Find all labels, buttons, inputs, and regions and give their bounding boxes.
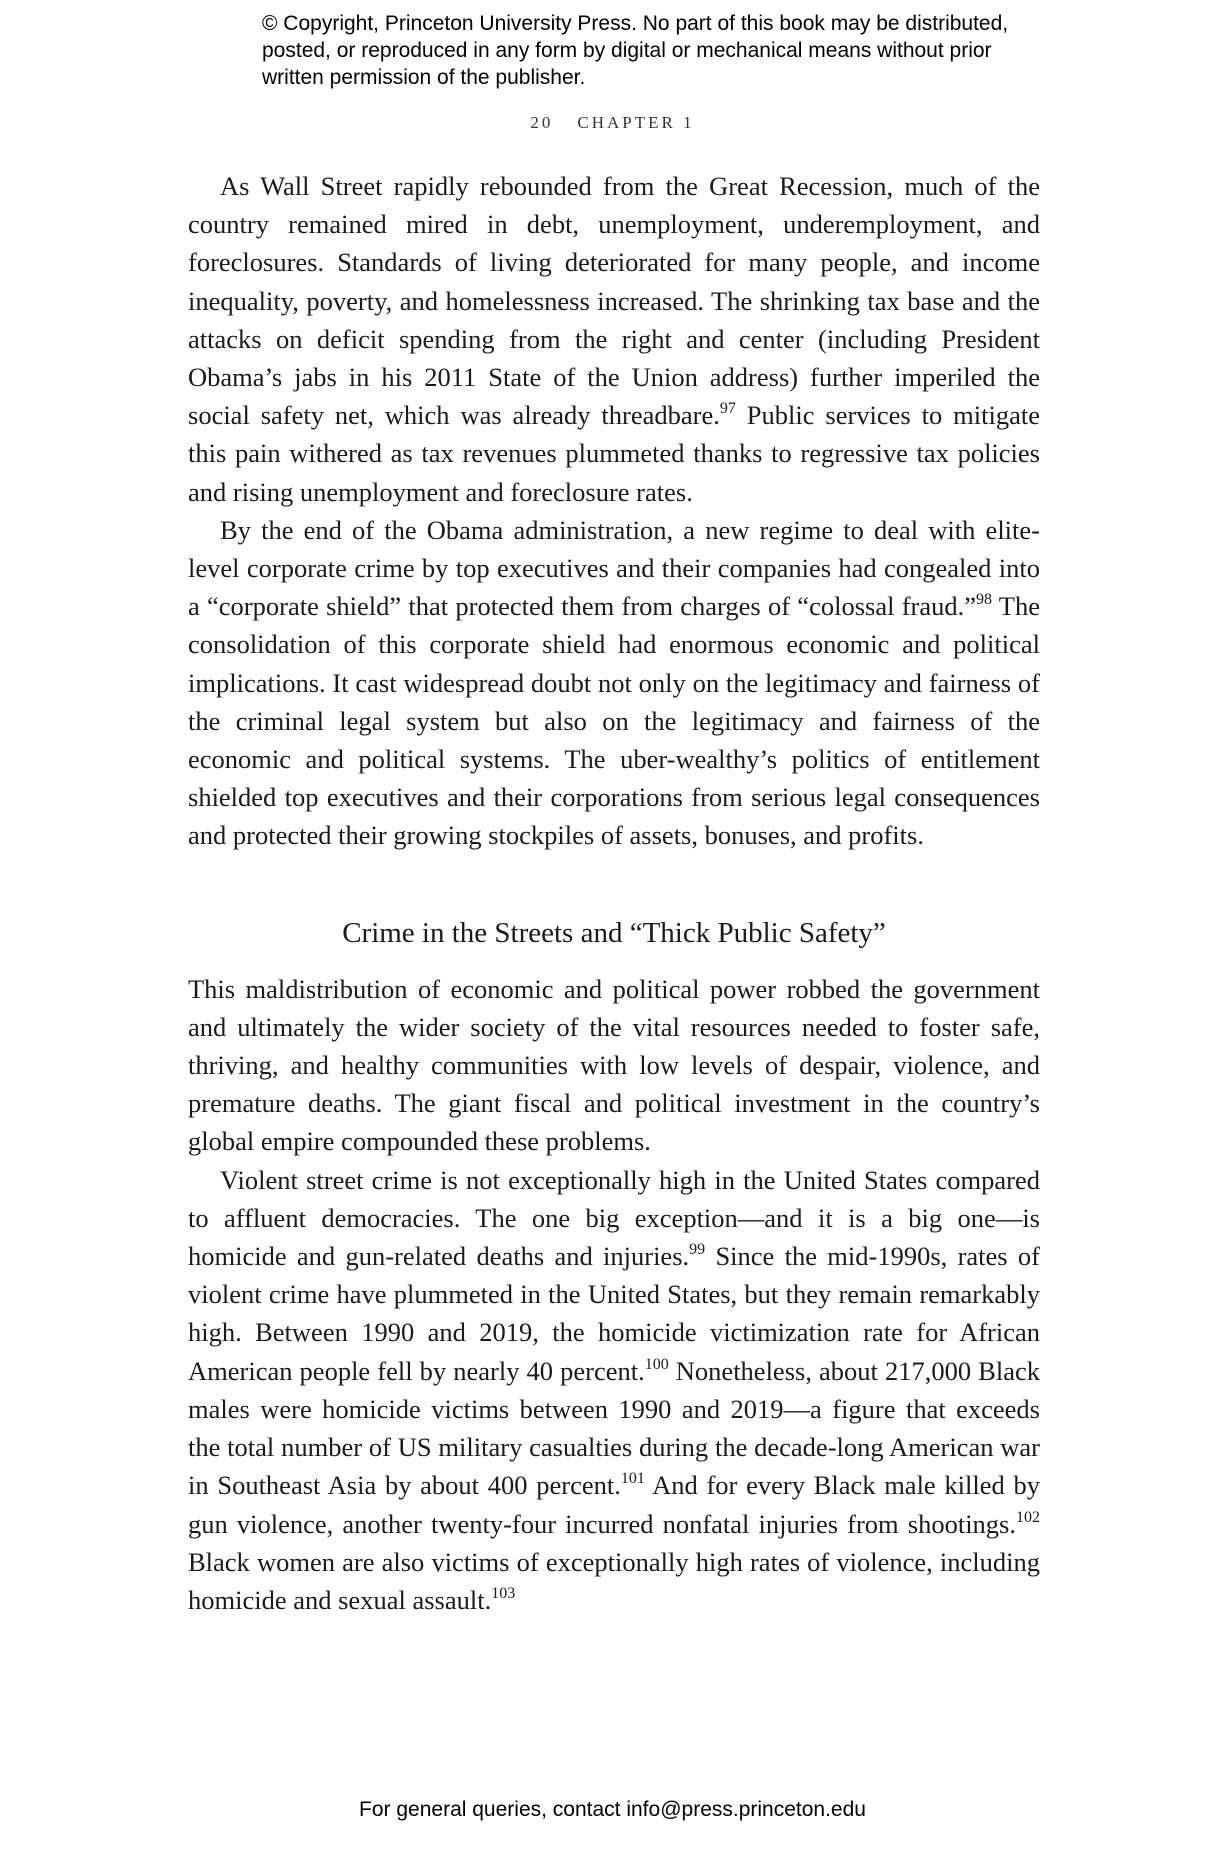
- paragraph-1-text-b: Public services to mitigate this pain withered as tax revenues plummeted thanks to regressive tax policies and rising unemployment and foreclosure rates.: [188, 400, 1040, 507]
- paragraph-4: [188, 1161, 1040, 1619]
- footnote-ref-102: 102: [1016, 1508, 1040, 1526]
- body-text: [188, 167, 1040, 1619]
- page-number: 20: [530, 113, 554, 132]
- footnote-ref-97: 97: [719, 400, 736, 418]
- section-heading: Crime in the Streets and “Thick Public Safety”: [342, 916, 886, 949]
- footnote-ref-99: 99: [689, 1241, 706, 1259]
- paragraph-1: [188, 167, 1040, 511]
- copyright-notice: © Copyright, Princeton University Press. No part of this book may be distributed, posted, or reproduced in any form by digital or mechanical means without prior written permission of the publisher.: [262, 12, 1009, 89]
- footnote-ref-103: 103: [491, 1584, 516, 1602]
- footer-contact: For general queries, contact info@press.princeton.edu: [359, 1798, 866, 1821]
- chapter-label: CHAPTER 1: [577, 113, 695, 132]
- paragraph-3-text-a: This maldistribution of economic and political power robbed the government and ultimately the wider society of the vital resources needed to foster safe, thriving, and healthy communities with low levels of despair, violence, and premature deaths. The giant fiscal and political investment in the country’s global empire compounded these problems.: [188, 973, 1040, 1157]
- footnote-ref-101: 101: [620, 1470, 645, 1488]
- paragraph-2-text-b: The consolidation of this corporate shield had enormous economic and political implications. It cast widespread doubt not only on the legitimacy and fairness of the criminal legal system but also on the legitimacy and fairness of the economic and political systems. The uber-wealthy’s politics of entitlement shielded top executives and their corporations from serious legal consequences and protected their growing stockpiles of assets, bonuses, and profits.: [188, 591, 1040, 851]
- paragraph-4-text-c: Nonetheless, about 217,000 Black males were homicide victims between 1990 and 2019—a figure that exceeds the total number of US military casualties during the decade-long American war in Southeast Asia by about 400 percent.: [188, 1355, 1040, 1501]
- paragraph-1-text-a: As Wall Street rapidly rebounded from the Great Recession, much of the country remained mired in debt, unemployment, underemployment, and foreclosures. Standards of living deteriorated for many people, and income inequality, poverty, and homelessness increased. The shrinking tax base and the attacks on deficit spending from the right and center (including President Obama’s jabs in his 2011 State of the Union address) further imperiled the social safety net, which was already threadbare.: [188, 171, 1040, 431]
- paragraph-4-text-e: Black women are also victims of exceptionally high rates of violence, including homicide and sexual assault.: [188, 1546, 1040, 1615]
- paragraph-4-text-b: Since the mid-1990s, rates of violent crime have plummeted in the United States, but they remain remarkably high. Between 1990 and 2019, the homicide victimization rate for African American people fell by nearly 40 percent.: [188, 1241, 1040, 1386]
- paragraph-4-text-a: Violent street crime is not exceptionally high in the United States compared to affluent democracies. The one big exception—and it is a big one—is homicide and gun-related deaths and injuries.: [188, 1164, 1040, 1272]
- running-head: [0, 113, 1225, 133]
- footnote-ref-98: 98: [976, 591, 992, 609]
- paragraph-4-text-d: And for every Black male killed by gun violence, another twenty-four incurred nonfatal injuries from shootings.: [188, 1470, 1040, 1539]
- paragraph-2-text-a: By the end of the Obama administration, a new regime to deal with elite-level corporate crime by top executives and their companies had congealed into a “corporate shield” that protected them from charges of “colossal fraud.”: [188, 514, 1040, 622]
- paragraph-3: [188, 970, 1040, 1161]
- footnote-ref-100: 100: [644, 1355, 669, 1373]
- paragraph-2: [188, 511, 1040, 855]
